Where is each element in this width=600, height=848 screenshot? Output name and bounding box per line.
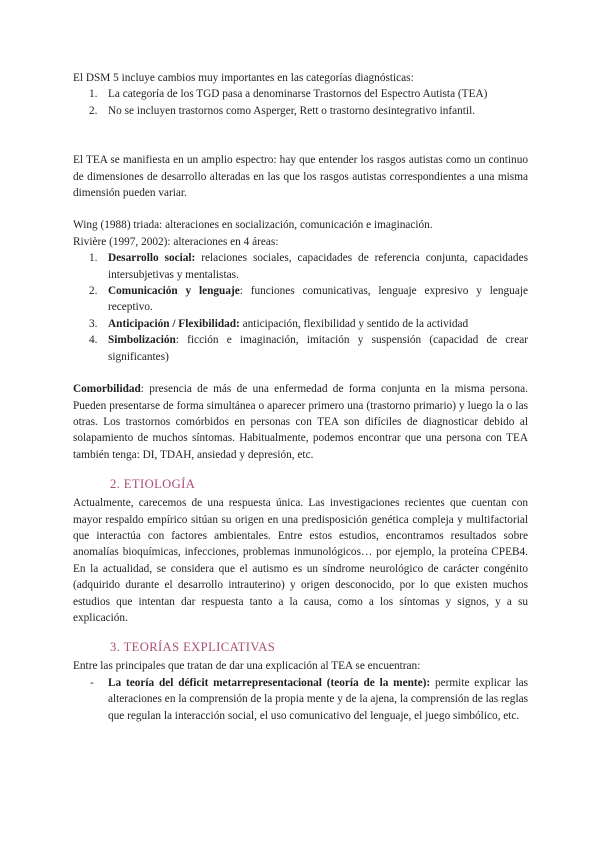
list-number: 2. xyxy=(89,285,98,298)
area-term: Comunicación y lenguaje xyxy=(108,285,240,298)
area-description: : ficción e imaginación, imitación y suspensión (capacidad de crear significantes) xyxy=(108,334,528,363)
dsm-intro: El DSM 5 incluye cambios muy importantes en las categorías diagnósticas: xyxy=(73,72,414,84)
dsm-changes-list xyxy=(73,86,528,119)
list-item xyxy=(73,283,528,316)
spectrum-paragraph: El TEA se manifiesta en un amplio espectro: hay que entender los rasgos autistas como un continuo de dimensiones de desarrollo alteradas en las que los rasgos autistas correspondientes a una misma dimensión pueden variar. xyxy=(73,154,528,200)
list-item xyxy=(73,103,528,119)
section-heading-teorias: 3. TEORÍAS EXPLICATIVAS xyxy=(110,640,276,655)
area-term: Anticipación / Flexibilidad: xyxy=(108,317,240,330)
riviere-line: Rivière (1997, 2002): alteraciones en 4 áreas: xyxy=(73,235,279,248)
list-number: 2. xyxy=(89,104,98,117)
list-item-text: No se incluyen trastornos como Asperger, Rett o trastorno desintegrativo infantil. xyxy=(108,104,476,117)
area-description: anticipación, flexibilidad y sentido de la actividad xyxy=(239,317,469,330)
comorbidity-term: Comorbilidad xyxy=(73,383,141,396)
dash-bullet: - xyxy=(90,676,94,689)
section-heading-etiologia: 2. ETIOLOGÍA xyxy=(110,477,196,492)
etiologia-paragraph: Actualmente, carecemos de una respuesta única. Las investigaciones recientes que cuentan con mayor respaldo empírico sitúan su origen en una predisposición genética compleja y multifactorial que interactúa con factores ambientales. Entre estos estudios, encontramos resultados sobre anomalías bioquímicas, infecciones, problemas inmunológicos… por ejemplo, la proteína CPEB4. En la actualidad, se considera que el autismo es un síndrome neurológico de carácter congénito (adquirido durante el desarrollo intrauterino) y origen desconocido, por lo que existen muchos estudios que intentan dar respuesta tanto a la causa, como a los síntomas y signos, y a su explicación. xyxy=(73,497,528,624)
area-description: relaciones sociales, capacidades de referencia conjunta, capacidades intersubjetivas y mentalistas. xyxy=(108,252,528,281)
area-description: : funciones comunicativas, lenguaje expresivo y lenguaje receptivo. xyxy=(108,285,528,314)
list-number: 1. xyxy=(89,252,98,265)
list-item xyxy=(73,86,528,102)
theory-description: permite explicar las alteraciones en la comprensión de la propia mente y de la ajena, la comprensión de las reglas que regulan la interacción social, el uso comunicativo del lenguaje, el juego simbólico, etc. xyxy=(108,676,528,722)
list-item xyxy=(73,250,528,283)
wing-line: Wing (1988) triada: alteraciones en socialización, comunicación e imaginación. xyxy=(73,219,433,232)
comorbidity-paragraph xyxy=(73,381,528,463)
area-term: Simbolización xyxy=(108,334,176,347)
theory-term: La teoría del déficit metarrepresentacional (teoría de la mente): xyxy=(108,676,431,689)
list-number: 3. xyxy=(89,317,98,330)
list-item-text: La categoría de los TGD pasa a denominarse Trastornos del Espectro Autista (TEA) xyxy=(108,88,488,101)
document-body xyxy=(73,70,528,724)
comorbidity-text: : presencia de más de una enfermedad de forma conjunta en la misma persona. Pueden presentarse de forma simultánea o aparecer primero una (trastorno primario) y luego la o las otras. Los trastornos comórbidos en personas con TEA son difíciles de diagnosticar debido al solapamiento de muchos síntomas. Habitualmente, podemos encontrar que una persona con TEA también tenga: DI, TDAH, ansiedad y depresión, etc. xyxy=(73,383,528,461)
teorias-intro: Entre las principales que tratan de dar una explicación al TEA se encuentran: xyxy=(73,660,421,673)
list-item xyxy=(73,332,528,365)
riviere-areas-list xyxy=(73,250,528,365)
list-number: 1. xyxy=(89,88,98,101)
teorias-list xyxy=(73,675,528,724)
list-item xyxy=(73,675,528,724)
area-term: Desarrollo social: xyxy=(108,252,196,265)
list-item xyxy=(73,316,528,332)
list-number: 4. xyxy=(89,334,98,347)
